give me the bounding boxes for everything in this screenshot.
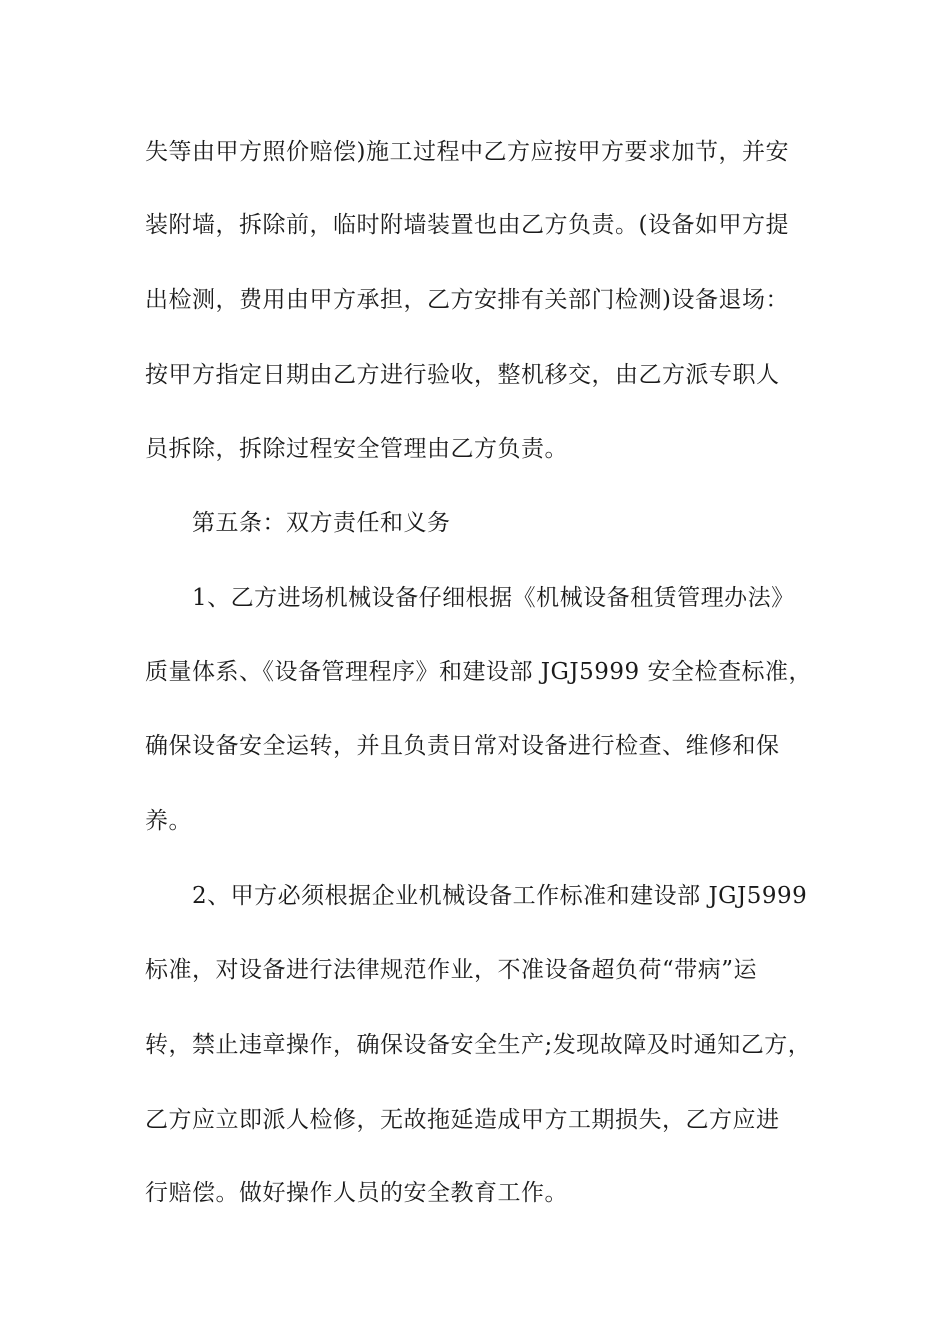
text-line: 转，禁止违章操作，确保设备安全生产;发现故障及时通知乙方，: [145, 1032, 812, 1058]
text-line: 标准，对设备进行法律规范作业，不准设备超负荷“带病”运: [145, 957, 758, 983]
text-line: 2、甲方必须根据企业机械设备工作标准和建设部 JGJ5999: [192, 883, 808, 909]
text-line: 按甲方指定日期由乙方进行验收，整机移交，由乙方派专职人: [145, 362, 780, 388]
text-line: 行赔偿。做好操作人员的安全教育工作。: [145, 1180, 568, 1206]
text-line: 确保设备安全运转，并且负责日常对设备进行检查、维修和保: [145, 733, 780, 759]
text-line: 乙方应立即派人检修，无故拖延造成甲方工期损失，乙方应进: [145, 1107, 780, 1133]
text-line: 养。: [145, 808, 192, 834]
text-line: 失等由甲方照价赔偿)施工过程中乙方应按甲方要求加节，并安: [145, 139, 789, 165]
text-line: 质量体系、《设备管理程序》和建设部 JGJ5999 安全检查标准，: [145, 659, 812, 685]
text-line: 出检测，费用由甲方承担，乙方安排有关部门检测)设备退场：: [145, 287, 789, 313]
text-line: 1、乙方进场机械设备仔细根据《机械设备租赁管理办法》: [192, 585, 795, 611]
section-heading: 第五条：双方责任和义务: [192, 510, 451, 536]
text-line: 员拆除，拆除过程安全管理由乙方负责。: [145, 436, 568, 462]
text-line: 装附墙，拆除前，临时附墙装置也由乙方负责。(设备如甲方提: [145, 212, 789, 238]
